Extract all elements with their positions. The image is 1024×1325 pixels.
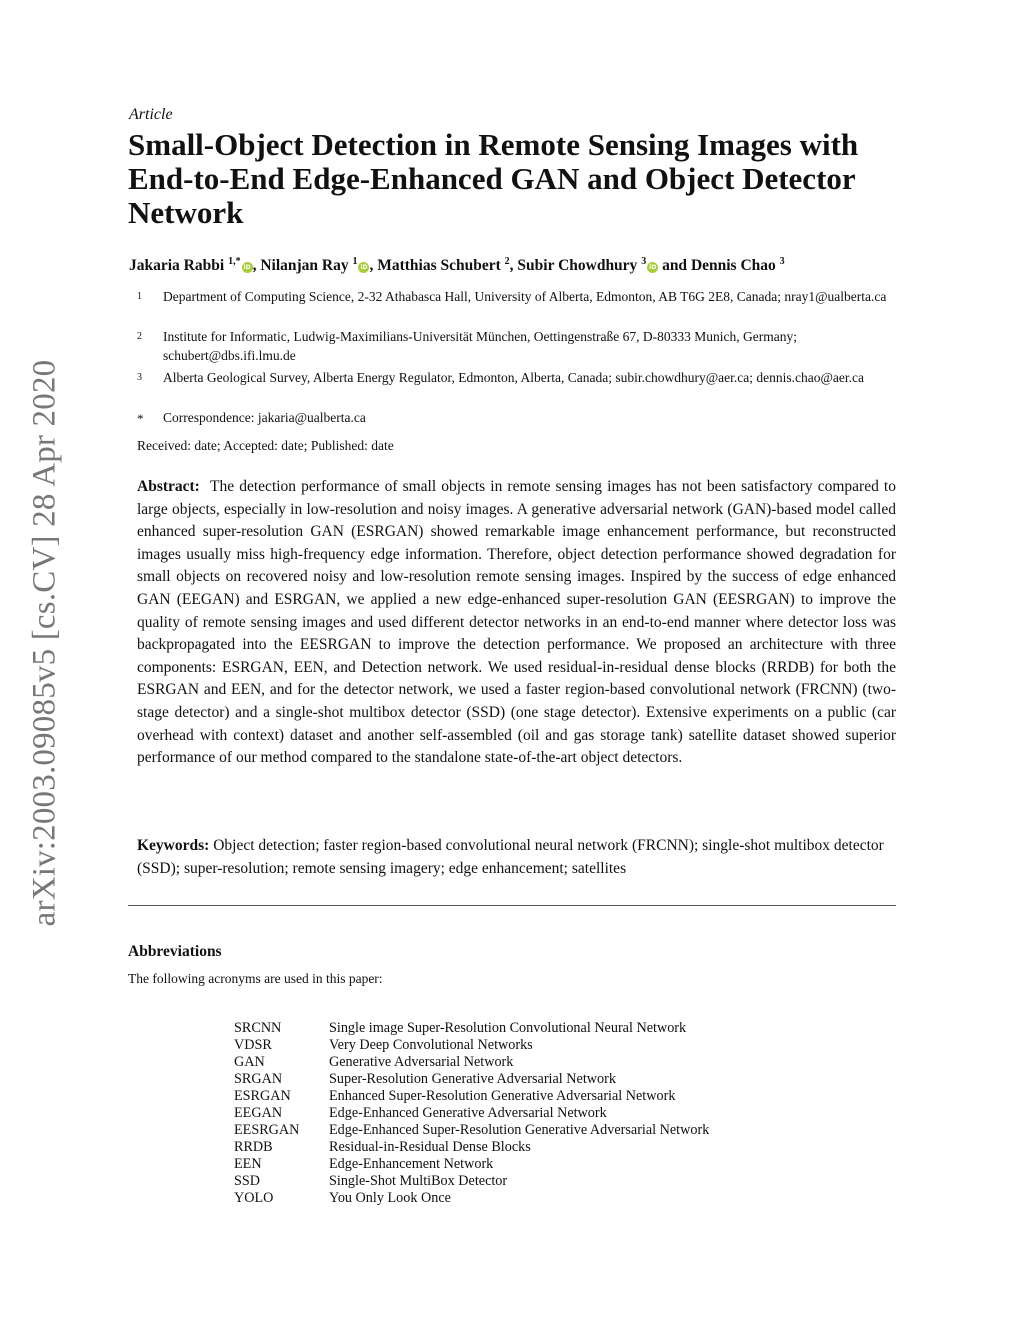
author-affiliation-sup: 2 [504, 256, 510, 267]
abbreviation: EEGAN [234, 1105, 283, 1121]
affiliation-text: Correspondence: jakaria@ualberta.ca [163, 410, 366, 425]
keywords [137, 835, 896, 880]
author-list [129, 256, 929, 275]
author-affiliation-sup: 3 [641, 256, 647, 267]
orcid-icon[interactable]: iD [649, 264, 657, 271]
publication-dates: Received: date; Accepted: date; Published: date [137, 438, 394, 453]
abbreviation-row [234, 1173, 709, 1190]
abbreviation-definition: Super-Resolution Generative Adversarial Network [329, 1071, 616, 1087]
orcid-icon[interactable]: iD [360, 264, 368, 271]
keywords-text: Object detection; faster region-based convolutional neural network (FRCNN); single-shot multibox detector (SSD); super-resolution; remote sensing imagery; edge enhancement; satellites [137, 837, 884, 877]
abbreviation: YOLO [234, 1190, 274, 1206]
abbreviation-row [234, 1156, 709, 1173]
abbreviation-definition: Edge-Enhancement Network [329, 1156, 494, 1172]
section-divider [128, 905, 896, 906]
abbreviation: SRGAN [234, 1071, 283, 1087]
abbreviation: VDSR [234, 1037, 272, 1053]
author-separator: and [658, 257, 691, 274]
abstract [137, 476, 896, 770]
abbreviation-row [234, 1020, 709, 1037]
article-type-label: Article [129, 106, 173, 123]
keywords-label: Keywords: [137, 837, 210, 854]
author-separator: , [509, 257, 518, 274]
abbreviation-row [234, 1088, 709, 1105]
abbreviations-heading: Abbreviations [128, 943, 222, 960]
affiliation-text: Department of Computing Science, 2-32 Athabasca Hall, University of Alberta, Edmonton, AB T6G 2E8, Canada; nray1@ualberta.ca [163, 289, 887, 304]
abbreviation-definition: Edge-Enhanced Generative Adversarial Network [329, 1105, 607, 1121]
abstract-label: Abstract: [137, 478, 200, 495]
abbreviation-definition: Residual-in-Residual Dense Blocks [329, 1139, 531, 1155]
affiliation-mark: 3 [137, 372, 142, 383]
author-name: Matthias Schubert [377, 257, 501, 274]
abbreviation: EESRGAN [234, 1122, 300, 1138]
abbreviations-intro: The following acronyms are used in this paper: [128, 971, 383, 986]
abbreviation-row [234, 1071, 709, 1088]
abbreviation: ESRGAN [234, 1088, 291, 1104]
abbreviation-row [234, 1037, 709, 1054]
arxiv-identifier: arXiv:2003.09085v5 [cs.CV] 28 Apr 2020 [26, 359, 63, 927]
affiliation-mark: 2 [137, 331, 142, 342]
author-name: Subir Chowdhury [517, 257, 638, 274]
abbreviation-definition: You Only Look Once [329, 1190, 451, 1206]
author-name: Nilanjan Ray [260, 257, 349, 274]
abbreviation-definition: Very Deep Convolutional Networks [329, 1037, 533, 1053]
abbreviation-row [234, 1054, 709, 1071]
affiliation-text: Institute for Informatic, Ludwig-Maximilians-Universität München, Oettingenstraße 67, D-80333 Munich, Germany; schubert@dbs.ifi.lmu.de [163, 329, 797, 363]
abbreviation-row [234, 1122, 709, 1139]
abbreviation-definition: Enhanced Super-Resolution Generative Adversarial Network [329, 1088, 676, 1104]
author-affiliation-sup: 1 [352, 256, 358, 267]
abbreviation-row [234, 1190, 709, 1207]
abbreviation: SSD [234, 1173, 261, 1189]
author-affiliation-sup: 3 [779, 256, 785, 267]
abbreviations-table [234, 1020, 709, 1207]
orcid-icon[interactable]: iD [243, 264, 251, 271]
affiliation-mark: 1 [137, 291, 142, 302]
abbreviation-definition: Single image Super-Resolution Convolutional Neural Network [329, 1020, 687, 1036]
author-affiliation-sup: 1,* [228, 256, 241, 267]
author-name: Jakaria Rabbi [129, 257, 225, 274]
author-separator: , [252, 257, 261, 274]
abbreviation-row [234, 1139, 709, 1156]
arxiv-sidebar [22, 348, 68, 938]
affiliation-text: Alberta Geological Survey, Alberta Energy Regulator, Edmonton, Alberta, Canada; subir.chowdhury@aer.ca; dennis.chao@aer.ca [163, 370, 864, 385]
affiliation-mark: * [137, 411, 144, 426]
author-name: Dennis Chao [690, 257, 776, 274]
author-separator: , [369, 257, 378, 274]
abbreviation: RRDB [234, 1139, 273, 1155]
abbreviation-definition: Edge-Enhanced Super-Resolution Generative Adversarial Network [329, 1122, 710, 1138]
abbreviation-row [234, 1105, 709, 1122]
abstract-text: The detection performance of small objects in remote sensing images has not been satisfactory compared to large objects, especially in low-resolution and noisy images. A generative adversarial network (GAN)-based model called enhanced super-resolution GAN (ESRGAN) showed remarkable image enhancement performance, but reconstructed images usually miss high-frequency edge information. Therefore, object detection performance showed degradation for small objects on recovered noisy and low-resolution remote sensing images. Inspired by the success of edge enhanced GAN (EEGAN) and ESRGAN, we applied a new edge-enhanced super-resolution GAN (EESRGAN) to improve the quality of remote sensing images and used different detector networks in an end-to-end manner where detector loss was backpropagated into the EESRGAN to improve the detection performance. We proposed an architecture with three components: ESRGAN, EEN, and Detection network. We used residual-in-residual dense blocks (RRDB) for both the ESRGAN and EEN, and for the detector network, we used a faster region-based convolutional network (FRCNN) (two-stage detector) and a single-shot multibox detector (SSD) (one stage detector). Extensive experiments on a public (car overhead with context) dataset and another self-assembled (oil and gas storage tank) satellite dataset showed superior performance of our method compared to the standalone state-of-the-art object detectors. [137, 478, 896, 767]
abbreviation: GAN [234, 1054, 265, 1070]
abbreviation-definition: Generative Adversarial Network [329, 1054, 514, 1070]
paper-title: Small-Object Detection in Remote Sensing Images with End-to-End Edge-Enhanced GAN and Object Detector Network [128, 127, 859, 230]
abbreviation: EEN [234, 1156, 262, 1172]
abbreviation: SRCNN [234, 1020, 282, 1036]
abbreviation-definition: Single-Shot MultiBox Detector [329, 1173, 508, 1189]
